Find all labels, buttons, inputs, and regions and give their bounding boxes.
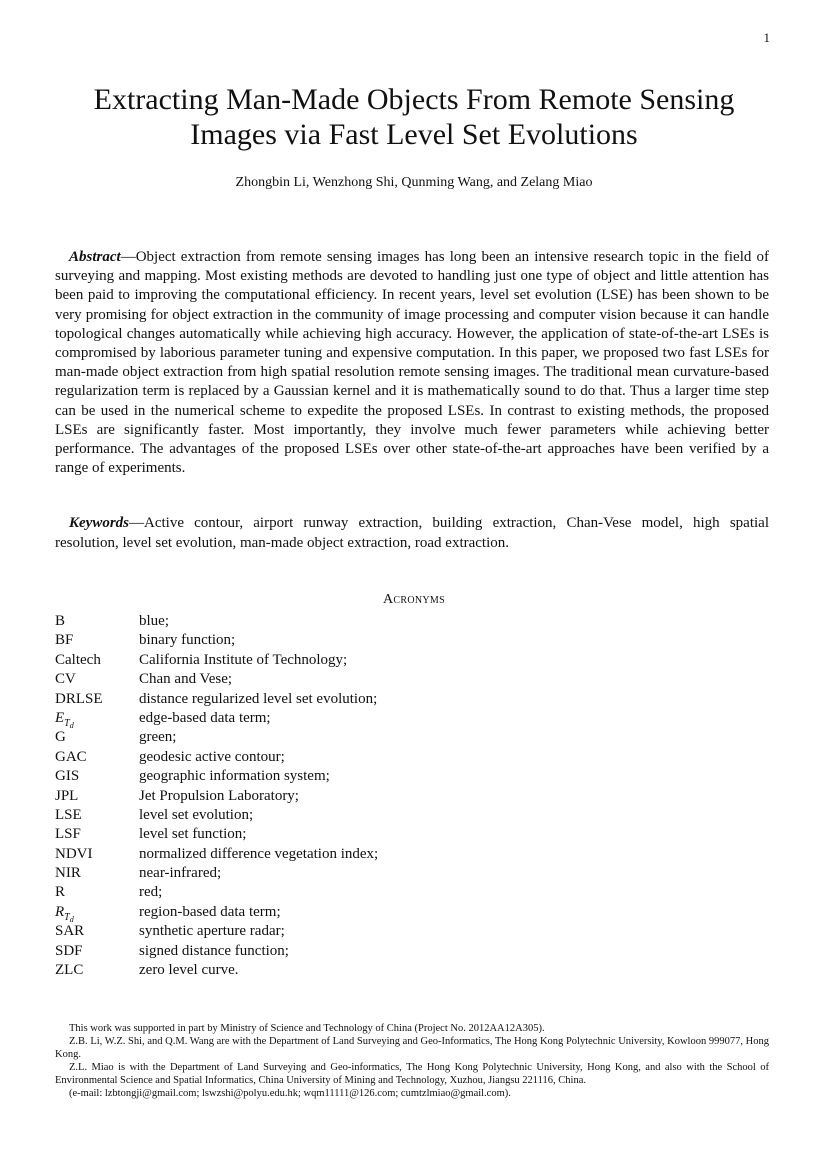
acronym-row	[55, 728, 655, 747]
acronym-row	[55, 748, 655, 767]
footnote-paragraph: Z.L. Miao is with the Department of Land Surveying and Geo-informatics, The Hong Kong Polytechnic University, Hong Kong, and also with the School of Environmental Science and Spatial Informatics, China University of Mining and Technology, Xuzhou, Jiangsu 221116, China.	[55, 1062, 769, 1086]
acronym-term: $R_{T_d}$	[55, 903, 74, 924]
acronym-term: CV	[55, 671, 76, 688]
acronym-definition: red;	[139, 884, 163, 901]
acronym-row	[55, 942, 655, 961]
acronym-row	[55, 631, 655, 650]
acronym-definition: distance regularized level set evolution;	[139, 690, 378, 707]
acronym-term: R	[55, 884, 66, 901]
acronym-definition: near-infrared;	[139, 865, 222, 882]
acronym-row	[55, 903, 655, 922]
acronym-definition: edge-based data term;	[139, 709, 271, 726]
acronym-row	[55, 651, 655, 670]
acronym-definition: level set function;	[139, 826, 247, 843]
acronym-definition: geodesic active contour;	[139, 748, 285, 765]
acronym-term: $E_{T_d}$	[55, 709, 74, 730]
abstract-text: —Object extraction from remote sensing images has long been an intensive research topic in the field of surveying and mapping. Most existing methods are devoted to handling just one type of object and little attention has been paid to improving the computational efficiency. In recent years, level set evolution (LSE) has been shown to be very promising for object extraction in the community of image processing and computer vision because it can handle topological changes automatically while achieving high accuracy. However, the application of state-of-the-art LSEs is compromised by laborious parameter tuning and expensive computation. In this paper, we proposed two fast LSEs for man-made object extraction from high spatial resolution remote sensing images. The traditional mean curvature-based regularization term is replaced by a Gaussian kernel and it is mathematically sound to do that. Thus a larger time step can be used in the numerical scheme to expedite the proposed LSEs. In contrast to existing methods, the proposed LSEs are significantly faster. Most importantly, they involve much fewer parameters while achieving better performance. The advantages of the proposed LSEs over other state-of-the-art approaches have been verified by a range of experiments.	[55, 249, 769, 477]
acronym-definition: green;	[139, 729, 177, 746]
title-line-2: Images via Fast Level Set Evolutions	[190, 118, 638, 151]
acronym-term: G	[55, 729, 66, 746]
acronym-term: LSE	[55, 806, 82, 823]
acronym-row	[55, 670, 655, 689]
acronym-definition: normalized difference vegetation index;	[139, 845, 379, 862]
acronym-definition: geographic information system;	[139, 768, 330, 785]
acronym-term: GIS	[55, 768, 80, 785]
acronym-row	[55, 767, 655, 786]
acronym-definition: synthetic aperture radar;	[139, 923, 285, 940]
paper-title	[40, 82, 788, 152]
keywords	[55, 514, 769, 553]
footnotes	[55, 1022, 769, 1100]
abstract	[55, 248, 769, 478]
acronym-row	[55, 709, 655, 728]
acronym-row	[55, 883, 655, 902]
acronym-row	[55, 922, 655, 941]
acronym-definition: California Institute of Technology;	[139, 651, 348, 668]
acronym-term: JPL	[55, 787, 79, 804]
acronym-term: LSF	[55, 826, 81, 843]
acronym-term: B	[55, 613, 66, 629]
acronym-definition: Chan and Vese;	[139, 671, 233, 688]
acronym-list	[55, 612, 655, 980]
acronym-definition: signed distance function;	[139, 942, 289, 959]
acronym-term: NIR	[55, 865, 81, 882]
footnote-paragraph: (e-mail: lzbtongji@gmail.com; lswzshi@polyu.edu.hk; wqm11111@126.com; cumtzlmiao@gmail.com).	[69, 1088, 511, 1099]
acronym-definition: blue;	[139, 613, 169, 629]
acronym-term: SDF	[55, 942, 83, 959]
acronym-term: BF	[55, 632, 74, 649]
acronym-row	[55, 787, 655, 806]
acronym-definition: zero level curve.	[139, 962, 239, 979]
keywords-label: Keywords	[69, 515, 129, 531]
abstract-label: Abstract	[69, 249, 121, 265]
author-list: Zhongbin Li, Wenzhong Shi, Qunming Wang, and Zelang Miao	[235, 175, 593, 190]
title-line-1: Extracting Man-Made Objects From Remote Sensing	[93, 83, 735, 116]
acronym-term: SAR	[55, 923, 85, 940]
acronym-definition: region-based data term;	[139, 903, 281, 920]
acronym-term: DRLSE	[55, 690, 103, 707]
acronym-row	[55, 612, 655, 631]
acronym-definition: level set evolution;	[139, 806, 254, 823]
acronym-row	[55, 961, 655, 980]
keywords-text: —Active contour, airport runway extraction, building extraction, Chan-Vese model, high spatial resolution, level set evolution, man-made object extraction, road extraction.	[55, 515, 769, 551]
acronym-row	[55, 825, 655, 844]
footnote-paragraph: This work was supported in part by Ministry of Science and Technology of China (Project No. 2012AA12A305).	[69, 1023, 545, 1034]
acronyms-heading: Acronyms	[383, 592, 445, 607]
acronym-row	[55, 864, 655, 883]
acronym-term: NDVI	[55, 845, 93, 862]
acronym-term: Caltech	[55, 651, 101, 668]
acronym-row	[55, 845, 655, 864]
page-number: 1	[763, 30, 770, 45]
acronym-row	[55, 690, 655, 709]
acronym-row	[55, 806, 655, 825]
acronym-definition: Jet Propulsion Laboratory;	[139, 787, 299, 804]
acronym-term: ZLC	[55, 962, 84, 979]
acronym-term: GAC	[55, 748, 87, 765]
footnote-paragraph: Z.B. Li, W.Z. Shi, and Q.M. Wang are with the Department of Land Surveying and Geo-Informatics, The Hong Kong Polytechnic University, Kowloon 999077, Hong Kong.	[55, 1036, 769, 1060]
acronym-definition: binary function;	[139, 632, 236, 649]
